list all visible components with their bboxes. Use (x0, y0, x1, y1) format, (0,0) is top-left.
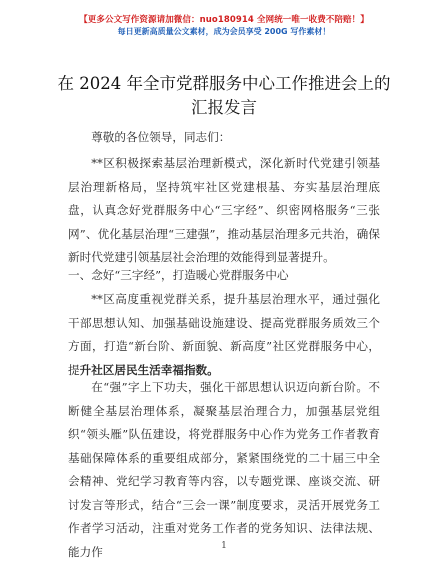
paragraph-section1-text: **区高度重视党群关系，提升基层治理水平，通过强化干部思想认知、加强基础设施建设、提高党群服务质效三个方面，打造“新台阶、新面貌、新高度”社区党群服务中心，提 (68, 292, 380, 377)
paragraph-section1 (68, 288, 380, 382)
salutation: 尊敬的各位领导，同志们： (91, 130, 231, 144)
paragraph-strengthen: 在“强”字上下功夫，强化干部思想认识迈向新台阶。不断健全基层治理体系，凝聚基层治理合力，加强基层党组织“领头雁”队伍建设，将党群服务中心作为党务工作者教育基础保障体系的重要组成部分，紧紧围绕党的二十届三中全会精神、党纪学习教育等内容，以专题党课、座谈交流、研讨发言等形式，结合“三会一课”制度要求，灵活开展党务工作者学习活动，注重对党务工作者的党务知识、法律法规、能力作 (68, 380, 380, 559)
promo-banner-line2: 每日更新高质量公文素材，成为会员享受 200G 写作素材！ (117, 27, 331, 36)
paragraph-section1-bold: 升社区居民生活幸福指数。 (79, 362, 219, 377)
page-number: 1 (221, 541, 227, 551)
section-heading-1: 一、念好“三字经”，打造暖心党群服务中心 (68, 268, 289, 282)
document-title: 在 2024 年全市党群服务中心工作推进会上的汇报发言 (57, 74, 391, 117)
promo-banner-line1: 【更多公文写作资源请加微信：nuo180914 全网统一唯一收费不陪赔！】 (79, 15, 369, 25)
paragraph-intro: **区积极探索基层治理新模式，深化新时代党建引领基层治理新格局，坚持筑牢社区党建根基、夯实基层治理底盘，认真念好党群服务中心“三字经”、织密网格服务“三张网”、优化基层治理“三建强”，推动基层治理多元共治，确保新时代党建引领基层社会治理的效能得到显著提升。 (68, 156, 380, 264)
